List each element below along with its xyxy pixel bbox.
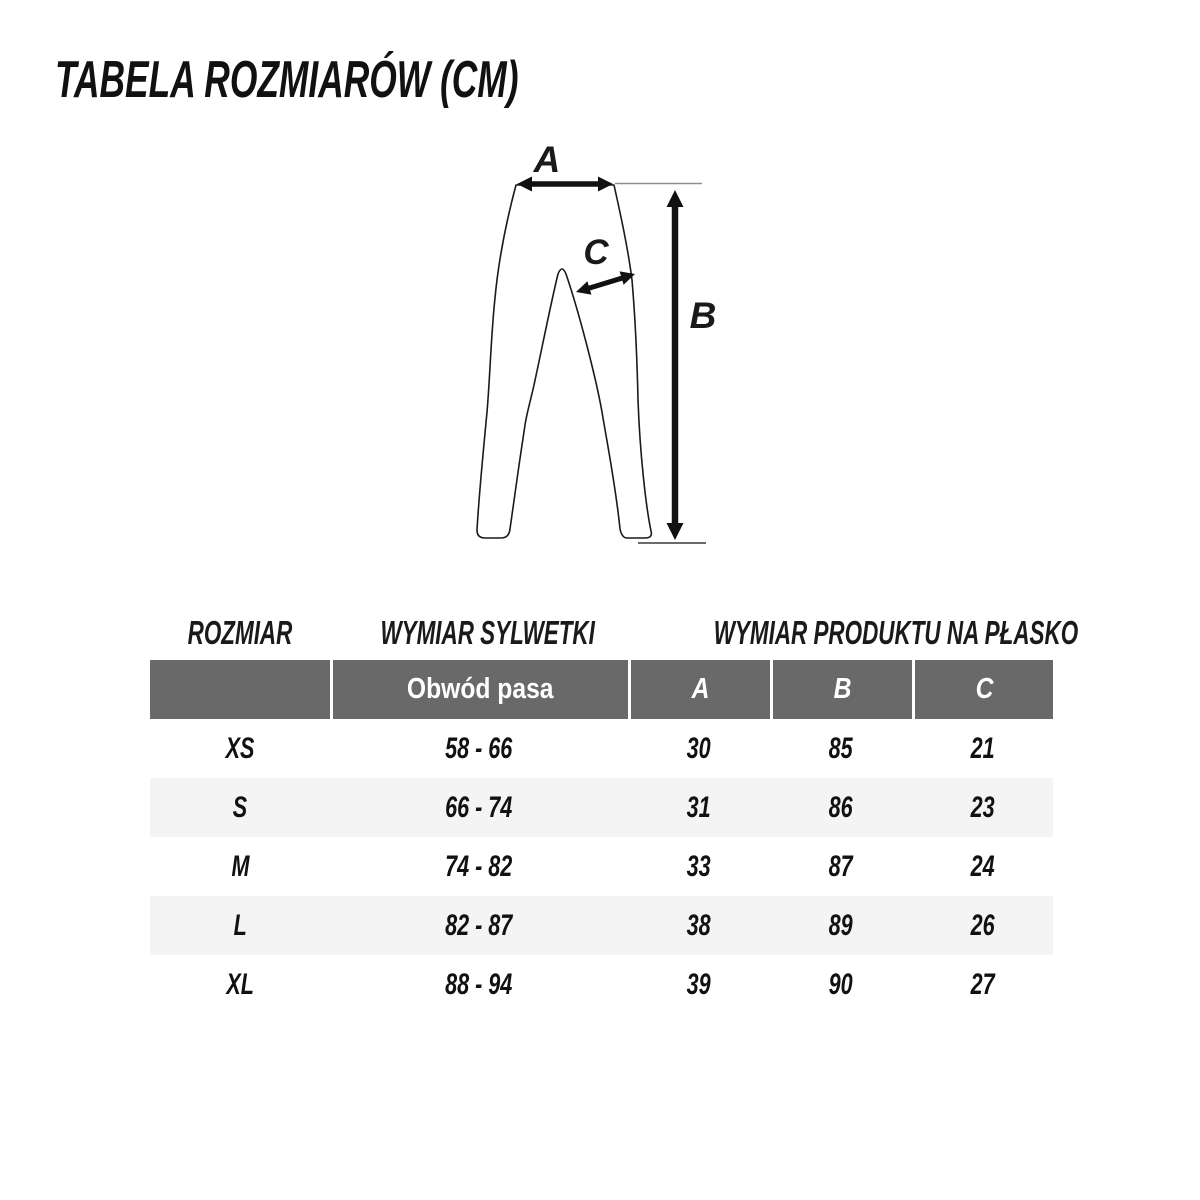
c-cell: 23	[970, 790, 995, 824]
c-cell: 21	[970, 731, 995, 765]
header-cell-empty	[150, 660, 330, 719]
table-row-m	[150, 837, 1053, 896]
header-cell-waist: Obwód pasa	[330, 660, 628, 719]
diagram-label-b: B	[689, 295, 717, 336]
waist-cell: 82 - 87	[445, 908, 513, 942]
size-cell: S	[232, 790, 248, 824]
size-cell: XS	[225, 731, 255, 765]
header-cell-a: A	[628, 660, 770, 719]
table-row-xs	[150, 719, 1053, 778]
a-cell: 30	[686, 731, 712, 765]
c-cell: 24	[970, 849, 995, 883]
b-cell: 89	[828, 908, 854, 942]
pants-measurement-diagram	[440, 125, 750, 565]
waist-cell: 66 - 74	[445, 790, 513, 824]
header-cell-b: B	[770, 660, 912, 719]
c-cell: 26	[970, 908, 995, 942]
size-table	[150, 605, 1079, 1014]
measure-b-arrow	[667, 190, 684, 540]
table-row-l	[150, 896, 1053, 955]
c-cell: 27	[970, 967, 995, 1001]
a-cell: 38	[686, 908, 712, 942]
a-cell: 31	[686, 790, 712, 824]
table-row-s	[150, 778, 1053, 837]
a-cell: 39	[686, 967, 712, 1001]
table-group-headers	[150, 605, 1079, 660]
b-cell: 85	[828, 731, 854, 765]
page-title: TABELA ROZMIARÓW (CM)	[55, 51, 519, 109]
size-cell: M	[231, 849, 249, 883]
size-cell: L	[233, 908, 247, 942]
size-cell: XL	[226, 967, 254, 1001]
group-header-body-measure: WYMIAR SYLWETKI	[380, 613, 595, 651]
waist-cell: 88 - 94	[445, 967, 513, 1001]
diagram-label-a: A	[533, 139, 561, 180]
waist-cell: 74 - 82	[445, 849, 513, 883]
diagram-label-c: C	[583, 233, 609, 272]
a-cell: 33	[686, 849, 712, 883]
waist-cell: 58 - 66	[445, 731, 513, 765]
table-row-xl	[150, 955, 1053, 1014]
group-header-product-flat: WYMIAR PRODUKTU NA PŁASKO	[713, 613, 1079, 651]
b-cell: 86	[828, 790, 854, 824]
table-header-row	[150, 660, 1053, 719]
header-cell-c: C	[912, 660, 1053, 719]
pants-outline	[477, 185, 651, 538]
b-cell: 90	[828, 967, 854, 1001]
b-cell: 87	[828, 849, 854, 883]
group-header-size: ROZMIAR	[187, 613, 293, 651]
